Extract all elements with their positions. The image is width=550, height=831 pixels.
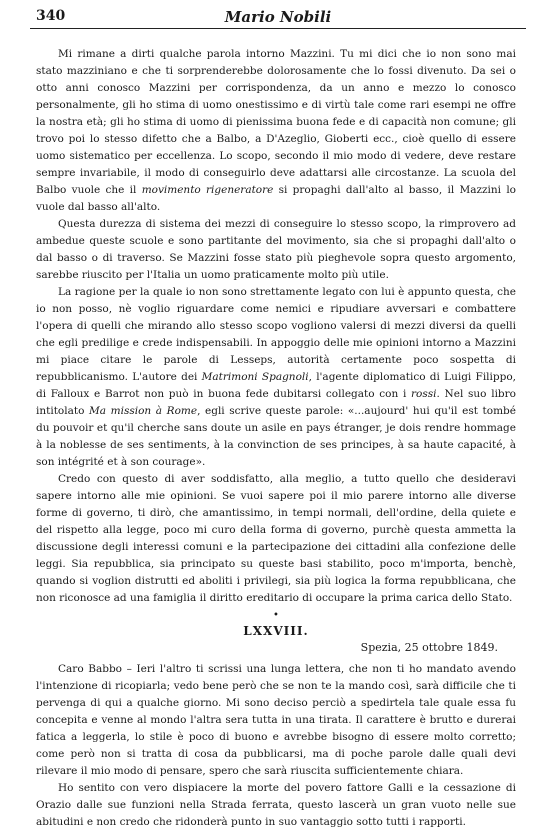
letter-paragraph: Caro Babbo – Ieri l'altro ti scrissi una lunga lettera, che non ti ho mandato avendo l'intenzione di ricopiarla; vedo bene però che se non te la mando così, sarà difficile che ti pervenga di qui a qualche giorno. Mi sono deciso perciò a spedirtela tale quale essa fu concepita e venne al mondo l'altra sera tutta in una tirata. Il carattere è brutto e durerai fatica a leggerla, lo stile è poco di buono e avrebbe bisogno di essere molto corretto; come però non si tratta di cosa da pubblicarsi, ma di poche parole dalle quali devi rilevare il mio modo di pensare, spero che sarà riuscita sufficientemente chiara. bbox=[36, 663, 516, 777]
page-body bbox=[36, 46, 516, 831]
paragraph-credo: Credo con questo di aver soddisfatto, alla meglio, a tutto quello che desideravi sapere intorno alle mie opinioni. Se vuoi sapere poi il mio parere intorno alle diverse forme di governo, ti dirò, che amantissimo, in tempi normali, dell'ordine, della quiete e del rispetto alla legge, poco mi curo della forma di governo, purchè questa ammetta la discussione degli interessi comuni e la partecipazione dei cittadini alla confezione delle leggi. Sia repubblica, sia principato su queste basi stabilito, poco m'importa, benchè, quando si voglion distrutti ed aboliti i privilegi, sia più logica la forma repubblicana, che non riconosce ad una famiglia il diritto ereditario di occupare la prima carica dello Stato. bbox=[36, 473, 516, 604]
letter-paragraph: Ho sentito con vero dispiacere la morte del povero fattore Galli e la cessazione di Orazio dalle sue funzioni nella Strada ferrata, questo lascerà un gran vuoto nelle sue abitudini e non credo che ridonderà punto in suo vantaggio sotto tutti i rapporti. bbox=[36, 782, 516, 828]
letter-number: LXXVIII. bbox=[243, 624, 309, 638]
page-header bbox=[30, 6, 526, 29]
letter-dateline: Spezia, 25 ottobre 1849. bbox=[360, 641, 498, 654]
separator-mark: • bbox=[273, 610, 279, 621]
paragraph-durezza: Questa durezza di sistema dei mezzi di conseguire lo stesso scopo, la rimprovero ad ambedue queste scuole e sono partitante del movimento, sia che si propaghi dall'alto o dal basso o di traverso. Se Mazzini fosse stato più pieghevole sopra questo argomento, sarebbe riuscito per l'Italia un uomo praticamente molto più utile. bbox=[36, 218, 516, 281]
paragraph-mazzini: Mi rimane a dirti qualche parola intorno Mazzini. Tu mi dici che io non sono mai stato mazziniano e che ti sorprenderebbe dolorosamente che lo fossi divenuto. Da sei o otto anni conosco Mazzini per corrispondenza, da un anno e mezzo lo conosco personalmente, gli ho stima di uomo onestissimo e di virtù tale come rari esempi ne offre la nostra età; gli ho stima di uomo di pienissima buona fede e di capacità non comune; gli trovo poi lo stesso difetto che a Balbo, a D'Azeglio, Gioberti ecc., cioè quello di essere uomo sistematico per eccellenza. Lo scopo, secondo il mio modo di vedere, deve restare sempre invariabile, il modo di conseguirlo deve adattarsi alle circostanze. La scuola del Balbo vuole che il movimento rigeneratore si propaghi dall'alto al basso, il Mazzini lo vuole dal basso all'alto. bbox=[36, 48, 516, 213]
running-title: Mario Nobili bbox=[224, 8, 332, 26]
paragraph-ragione: La ragione per la quale io non sono strettamente legato con lui è appunto questa, che io non posso, nè voglio riguardare come nemici e ripudiare avversari e combattere l'opera di quelli che mirando allo stesso scopo vogliono valersi di mezzi diversi da quelli che egli predilige e crede indispensabili. In appoggio delle mie opinioni intorno a Mazzini mi piace citare le parole di Lesseps, autorità certamente poco sospetta di repubblicanismo. L'autore dei Matrimoni Spagnoli, l'agente diplomatico di Luigi Filippo, di Falloux e Barrot non può in buona fede dubitarsi collegato con i rossi. Nel suo libro intitolato Ma mission à Rome, egli scrive queste parole: «...aujourd' hui qu'il est tombé du pouvoir et qu'il cherche sans doute un asile en pays étranger, je dois rendre hommage à la noblesse de ses sentiments, à la convinction de ses principes, à sa haute capacité, à son intégrité et à son courage». bbox=[36, 286, 517, 468]
page-number: 340 bbox=[36, 8, 66, 24]
